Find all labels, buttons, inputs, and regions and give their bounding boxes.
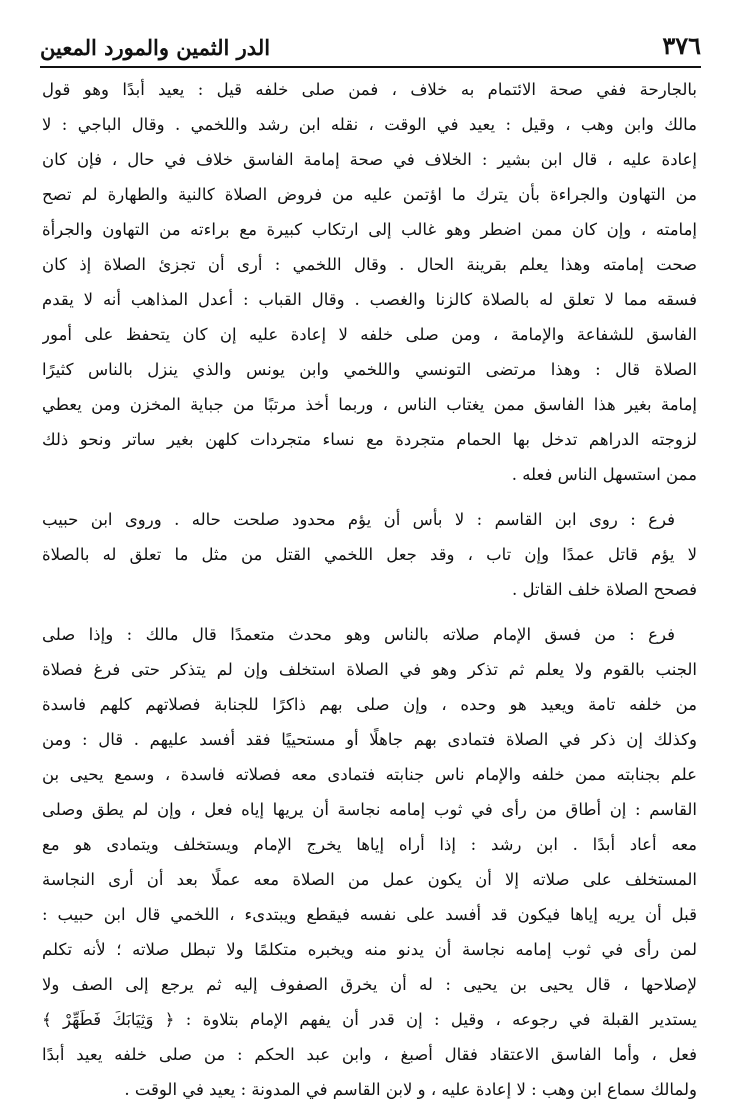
text-line: فرع : روى ابن القاسم : لا بأس أن يؤم محدود صلحت حاله . وروى ابن حبيب	[42, 510, 675, 529]
text-line: لزوجته الدراهم تدخل بها الحمام متجردة مع نساء متجردات كلهن بغير ساتر ونحو ذلك	[42, 430, 697, 449]
text-line: فعل ، وأما الفاسق الاعتقاد فقال أصبغ ، وابن عبد الحكم : من صلى خلفه يعيد أبدًا	[42, 1045, 697, 1064]
text-line: بالجارحة ففي صحة الائتمام به خلاف ، فمن صلى خلفه قيل : يعيد أبدًا وهو قول	[42, 80, 697, 99]
paragraph	[42, 617, 697, 1107]
text-line: الصلاة قال : وهذا مرتضى التونسي واللخمي وابن يونس والذي ينزل بالناس كثيرًا	[42, 360, 697, 379]
text-line: إمامة بغير هذا الفاسق ممن يغتاب الناس ، وربما أخذ مرتبًا من جباية المخزن ومن يعطي	[42, 395, 697, 414]
page-number: ٣٧٦	[662, 31, 701, 60]
text-line: من التهاون والجراءة بأن يترك ما اؤتمن عليه من فروض الصلاة كالنية والطهارة لم تصح	[42, 185, 697, 204]
text-line: علم بجنابته ممن خلفه والإمام ناس جنابته فتمادى معه فصلاته فاسدة ، وسمع يحيى بن	[42, 765, 697, 784]
text-line: يستدير القبلة في رجوعه ، وقيل : إن قدر أن يفهم الإمام بتلاوة : ﴿ وَثِيَابَكَ فَطَهِّرْ ﴾	[42, 1010, 697, 1029]
paragraph	[42, 72, 697, 492]
paragraph-gap	[42, 492, 697, 502]
body-text	[42, 72, 697, 1107]
text-line: لا يؤم قاتل عمدًا وإن تاب ، وقد جعل اللخمي القتل من مثل ما تعلق له بالصلاة	[42, 545, 697, 564]
page-header	[40, 22, 701, 68]
text-line: إمامته ، وإن كان ممن اضطر وهو غالب إلى ارتكاب كبيرة مع براءته من التهاون والجرأة	[42, 220, 697, 239]
text-line: فسقه مما لا تعلق له بالصلاة كالزنا والغصب . وقال القباب : أعدل المذاهب أنه لا يقدم	[42, 290, 697, 309]
text-line: القاسم : إن أطاق من رأى في ثوب إمامه نجاسة أن يريها إياه فعل ، وإن لم يطق وصلى	[42, 800, 697, 819]
text-line: من خلفه تامة ويعيد هو وحده ، وإن صلى بهم ذاكرًا للجنابة فصلاتهم كلهم فاسدة	[42, 695, 697, 714]
text-line: مالك وابن وهب ، وقيل : يعيد في الوقت ، نقله ابن رشد واللخمي . وقال الباجي : لا	[42, 115, 697, 134]
text-line: الفاسق للشفاعة والإمامة ، ومن صلى خلفه لا إعادة عليه إن كان يتحفظ على أمور	[42, 325, 697, 344]
text-line: لإصلاحها ، قال يحيى بن يحيى : له أن يخرق الصفوف إليه ثم يرجع إلى الصف ولا	[42, 975, 697, 994]
text-line: ولمالك سماع ابن وهب : لا إعادة عليه ، و لابن القاسم في المدونة : يعيد في الوقت .	[124, 1080, 697, 1099]
text-line: وكذلك إن ذكر في الصلاة فتمادى بهم جاهلًا أو مستحييًا فقد أفسد عليهم . قال : ومن	[42, 730, 697, 749]
text-line: لمن رأى في ثوب إمامه نجاسة أن يدنو منه ويخبره متكلمًا ولا تبطل صلاته ؛ لأنه تكلم	[42, 940, 697, 959]
text-line: معه أعاد أبدًا . ابن رشد : إذا أراه إياها يخرج الإمام ويستخلف ويتمادى هو مع	[42, 835, 697, 854]
paragraph	[42, 502, 697, 607]
text-line: ممن استسهل الناس فعله .	[511, 465, 697, 484]
book-title: الدر الثمين والمورد المعين	[40, 35, 271, 60]
text-line: فصحح الصلاة خلف القاتل .	[512, 580, 697, 599]
text-line: المستخلف على صلاته إلا أن يكون عمل من الصلاة معه عملًا بعد أن أرى النجاسة	[42, 870, 697, 889]
text-line: قبل أن يريه إياها فيكون قد أفسد على نفسه فيقطع ويبتدىء ، اللخمي قال ابن حبيب :	[42, 905, 697, 924]
text-line: الجنب بالقوم ولا يعلم ثم تذكر وهو في الصلاة استخلف وإن لم يتذكر حتى فرغ فصلاة	[42, 660, 697, 679]
text-line: إعادة عليه ، قال ابن بشير : الخلاف في صحة إمامة الفاسق خلاف في حال ، فإن كان	[42, 150, 697, 169]
paragraph-gap	[42, 607, 697, 617]
text-line: فرع : من فسق الإمام صلاته بالناس وهو محدث متعمدًا قال مالك : وإذا صلى	[42, 625, 675, 644]
text-line: صحت إمامته وهذا يعلم بقرينة الحال . وقال اللخمي : أرى أن تجزئ الصلاة إذ كان	[42, 255, 697, 274]
